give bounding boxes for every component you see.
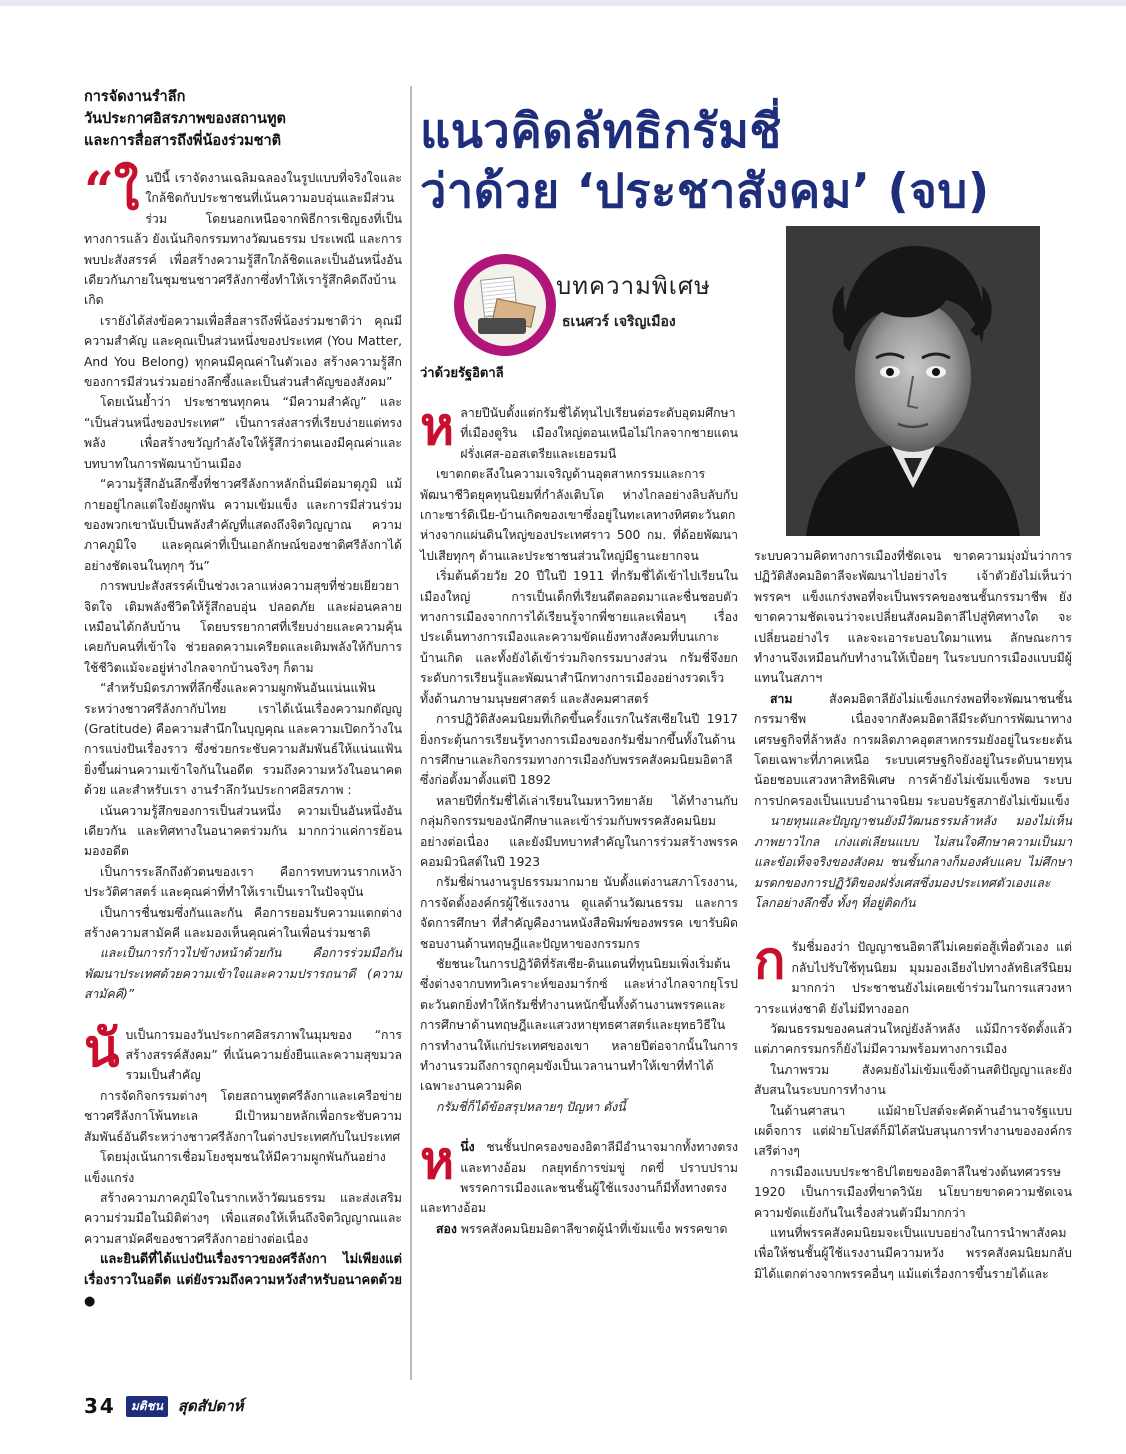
article-paragraph: ระบบความคิดทางการเมืองที่ชัดเจน ขาดความมุ่งมั่นว่าการปฏิวัติสังคมอิตาลีจะพัฒนาไปอย่างไร เจ้าตัวยังไม่เห็นว่าพรรคฯ แข็งแกร่งพอที่จะเป็นพรรคของชนชั้นกรรมาชีพ ยังขาดความชัดเจนว่าจะเปลี่ยนสังคมอิตาลีไปสู่ทิศทางใด จะเปลี่ยนอย่างไร และจะเอาระบอบใดมาแทน ลักษณะการทำงานจึงเหมือนกับทำงานให้เปื่อยๆ ในระบบการเมืองแบบมีผู้แทนในสภาฯ [754,549,1072,686]
title-line: แนวคิดลัทธิกรัมชี่ [420,104,782,159]
dropcap [84,161,140,222]
article-paragraph [420,396,738,464]
article-paragraph-text: สังคมอิตาลียังไม่แข็งแกร่งพอที่จะพัฒนาชนชั้นกรรมาชีพ เนื่องจากสังคมอิตาลีมีระดับการพัฒนาทางเศรษฐกิจที่ล้าหลัง การผลิตภาคอุตสาหกรรมยังอยู่ในระยะต้นโดยเฉพาะที่ภาคเหนือ ระบบเศรษฐกิจยังอยู่ในระดับนายทุนน้อยชอบแสวงหาสิทธิพิเศษ การค้ายังไม่เข้มแข็งพอ ระบบการปกครองเป็นแบบอำนาจนิยม ระบอบรัฐสภายังไม่เข้มแข็ง [754,691,1072,808]
article-title [420,102,1080,222]
article-column-1 [420,362,738,1239]
article-paragraph: วัฒนธรรมของคนส่วนใหญ่ยังล้าหลัง แม้มีการจัดตั้งแล้ว แต่ภาคกรรมกรก็ยังไม่มีความพร้อมทางการเมือง [754,1021,1072,1057]
dropcap: ห [420,1130,455,1192]
side-paragraph: “ความรู้สึกอันลึกซึ้งที่ชาวศรีลังกาหลักถิ่นมีต่อมาตุภูมิ แม้กายอยู่ไกลแต่ใจยังผูกพัน ความเข้มแข็ง และการมีส่วนร่วมของพวกเขานับเป็นพลังสำคัญที่แสดงถึงจิตวิญญาณ ความภาคภูมิใจ และคุณค่าที่เป็นเอกลักษณ์ของชาติศรีลังกาได้อย่างชัดเจนในทุกๆ วัน” [84,477,402,573]
side-paragraph: การจัดกิจกรรมต่างๆ โดยสถานทูตศรีลังกาและเครือข่ายชาวศรีลังกาโพ้นทะเล มีเป้าหมายหลักเพื่อกระชับความสัมพันธ์อันดีระหว่างชาวศรีลังกาในต่างประเทศกับในประเทศ [84,1088,402,1144]
side-story-header-line: วันประกาศอิสรภาพของสถานทูต [84,111,286,127]
article-paragraph-text: รัมชี่มองว่า ปัญญาชนอิตาลีไม่เคยต่อสู้เพื่อตัวเอง แต่กลับไปรับใช้ทุนนิยม มุมมองเอียงไปทางลัทธิเสรีนิยมมากกว่า ประชาชนยังไม่เคยเข้าร่วมในการแสวงหาวาระแห่งชาติ ยังไม่มีทางออก [754,940,1072,1016]
magazine-name: สุดสัปดาห์ [177,1397,244,1415]
side-story-header-line: และการสื่อสารถึงพี่น้องร่วมชาติ [84,133,282,149]
end-mark-icon: ● [84,1294,96,1310]
typewriter-icon [478,318,526,334]
page-footer [84,1394,244,1418]
article-paragraph [420,1219,738,1239]
side-paragraph [84,1249,402,1312]
article-paragraph-text: ชนชั้นปกครองของอิตาลีมีอำนาจมากทั้งทางตรงและทางอ้อม กลยุทธ์การข่มขู่ กดขี่ ปราบปรามพรรคการเมืองและชนชั้นผู้ใช้แรงงานก็มีทั้งทางตรงและทางอ้อม [420,1140,738,1216]
lead-word: นึ่ง [460,1140,475,1155]
article-paragraph: แทนที่พรรคสังคมนิยมจะเป็นแบบอย่างในการนำพาสังคม เพื่อให้ชนชั้นผู้ใช้แรงงานมีความหวัง พรรคสังคมนิยมกลับมิได้แตกต่างจากพรรคอื่นๆ แม้แต่เรื่องการขึ้นรายได้และ [754,1226,1072,1281]
portrait-photo [786,226,1040,536]
side-paragraph: สร้างความภาคภูมิใจในรากเหง้าวัฒนธรรม และส่งเสริมความร่วมมือในมิติต่างๆ เพื่อแสดงให้เห็นถึงจิตวิญญาณและความสามัคคีของชาวศรีลังกาอย่างต่อเนื่อง [84,1190,402,1246]
dropcap: ก [754,930,786,992]
typewriter-illustration-icon [464,264,546,346]
article-paragraph: กรัมชี่ก็ได้ข้อสรุปหลายๆ ปัญหา ดังนี้ [436,1099,626,1114]
quote-mark: “ [84,161,114,222]
magazine-logo: มติชน [126,1396,168,1417]
side-paragraph-text: นปีนี้ เราจัดงานเฉลิมฉลองในรูปแบบที่จริงใจและใกล้ชิดกับประชาชนที่เน้นความอบอุ่นและมีส่วนร่วม โดยนอกเหนือจากพิธีการเชิญธงที่เป็นทางการแล้ว ยังเน้นกิจกรรมทางวัฒนธรรม ประเพณี และการพบปะสังสรรค์ เพื่อสร้างความรู้สึกใกล้ชิดและเป็นอันหนึ่งอันเดียวกันภายในชุมชนชาวศรีลังกาซึ่งทำให้เรารู้สึกคิดถึงบ้านเกิด [84,171,402,308]
dropcap: ห [420,396,455,457]
side-paragraph-text: บเป็นการมองวันประกาศอิสรภาพในมุมของ “การสร้างสรรค์สังคม” ที่เน้นความยั่งยืนและความสุขมวลรวมเป็นสำคัญ [125,1027,402,1083]
side-paragraph: โดยมุ่งเน้นการเชื่อมโยงชุมชนให้มีความผูกพันกันอย่างแข็งแกร่ง [84,1150,386,1185]
column-divider [410,86,412,1380]
page-number: 34 [84,1394,116,1418]
article-paragraph: ในด้านศาสนา แม้ฝ่ายโปสต์จะคัดค้านอำนาจรัฐแบบเผด็จการ แต่ฝ่ายโปสต์ก็มิได้สนับสนุนการทำงานขององค์กรเสรีต่างๆ [754,1103,1072,1159]
portrait-photo-illustration [786,226,1040,536]
dropcap-letter: ใ [113,161,140,222]
side-paragraph: “สำหรับมิตรภาพที่ลึกซึ้งและความผูกพันอันแน่นแฟ้นระหว่างชาวศรีลังกากับไทย เราได้เน้นเรื่องความกตัญญู (Gratitude) คือความสำนึกในบุญคุณ และความเปิดกว้างในการแบ่งปันเรื่องราว ซึ่งช่วยกระชับความสัมพันธ์ให้แน่นแฟ้นยิ่งขึ้นผ่านความเข้าใจกันในอดีต รวมถึงความหวังในอนาคตด้วย และสำหรับเรา งานรำลึกวันประกาศอิสรภาพ : [84,681,402,798]
lead-word: สอง [436,1221,457,1236]
lead-word: สาม [770,691,793,706]
side-story [84,86,402,1312]
side-paragraph [84,1017,402,1086]
side-paragraph: เป็นการระลึกถึงตัวตนของเรา คือการทบทวนรากเหง้าประวัติศาสตร์ และคุณค่าที่ทำให้เราเป็นเราในปัจจุบัน [84,864,402,900]
article-paragraph: นายทุนและปัญญาชนยังมีวัฒนธรรมล้าหลัง มองไม่เห็นภาพยาวไกล เก่งแต่เลียนแบบ ไม่สนใจศึกษาความเป็นมาและข้อเท็จจริงของสังคม ชนชั้นกลางก็มองคับแคบ ไม่ศึกษามรดกของการปฏิวัติของฝรั่งเศสซึ่งมองประเทศตัวเองและโลกอย่างลึกซึ้ง ทั้งๆ ที่อยู่ติดกัน [754,814,1072,910]
article-paragraph: หลายปีที่กรัมชี่ได้เล่าเรียนในมหาวิทยาลัย ได้ทำงานกับกลุ่มกิจกรรมของนักศึกษาและเข้าร่วมกับพรรคสังคมนิยมอย่างต่อเนื่อง และยังมีบทบาทสำคัญในการร่วมสร้างพรรคคอมมิวนิสต์ในปี 1923 [420,793,738,869]
article-paragraph: ในภาพรวม สังคมยังไม่เข้มแข็งด้านสติปัญญาและยังสับสนในระบบการทำงาน [754,1062,1072,1098]
side-story-header [84,86,402,152]
article-paragraph [754,689,1072,811]
article-paragraph-text: ลายปีนับตั้งแต่กรัมชี่ได้ทุนไปเรียนต่อระดับอุดมศึกษาที่เมืองตูริน เมืองใหญ่ตอนเหนือไม่ไกลจากชายแดนฝรั่งเศส-ออสเตรียและเยอรมนี [460,406,738,461]
article-paragraph-text: พรรคสังคมนิยมอิตาลีขาดผู้นำที่เข้มแข็ง พรรคขาด [456,1221,728,1236]
side-paragraph [84,161,402,311]
article-paragraph: การปฏิวัติสังคมนิยมที่เกิดขึ้นครั้งแรกในรัสเซียในปี 1917 ยิ่งกระตุ้นการเรียนรู้ทางการเมืองของกรัมชี่มากขึ้นทั้งในด้านการศึกษาและกิจกรรมทางการเมืองกับพรรคสังคมนิยมอิตาลีซึ่งก่อตั้งมาตั้งแต่ปี 1892 [420,712,738,788]
article-paragraph [420,1130,738,1219]
article-column-2 [754,546,1072,1284]
side-paragraph-text: และยินดีที่ได้แบ่งปันเรื่องราวของศรีลังกา ไม่เพียงแต่เรื่องราวในอดีต แต่ยังรวมถึงความหวังสำหรับอนาคตด้วย [84,1252,402,1289]
article-paragraph: กรัมชี่ผ่านงานรูปธรรมมากมาย นับตั้งแต่งานสภาโรงงาน, การจัดตั้งองค์กรผู้ใช้แรงงาน ดูแลด้านวัฒนธรรม และการจัดการศึกษา ที่สำคัญคืองานหนังสือพิมพ์ของพรรค เขารับผิดชอบงานด้านทฤษฎีและปัญหาของกรรมกร [420,875,738,951]
column-badge-icon [454,254,556,356]
article-subheading: ว่าด้วยรัฐอิตาลี [420,366,504,381]
column-label: บทความพิเศษ [556,272,711,300]
author-name: ธเนศวร์ เจริญเมือง [562,314,676,330]
dropcap: นั [84,1017,120,1079]
top-border [0,0,1126,6]
article-paragraph [754,930,1072,1019]
side-paragraph: โดยเน้นย้ำว่า ประชาชนทุกคน “มีความสำคัญ” และ “เป็นส่วนหนึ่งของประเทศ” เป็นการส่งสารที่เรียบง่ายแต่ทรงพลัง เพื่อสร้างขวัญกำลังใจให้รู้สึกว่าตนเองมีคุณค่าและบทบาทในการพัฒนาบ้านเมือง [84,395,402,471]
side-paragraph: เป็นการชื่นชมซึ่งกันและกัน คือการยอมรับความแตกต่างสร้างความสามัคคี และมองเห็นคุณค่าในเพื่อนร่วมชาติ [84,905,402,941]
side-story-header-line: การจัดงานรำลึก [84,89,186,105]
article-paragraph: เริ่มต้นด้วยวัย 20 ปีในปี 1911 ที่กรัมชี่ได้เข้าไปเรียนในเมืองใหญ่ การเป็นเด็กที่เรียนดีตลอดมาและชื่นชอบตัวทางการเมืองจากการได้เรียนรู้จากพี่ชายและเพื่อนๆ เรื่องประเด็นทางการเมืองและความขัดแย้งทางสังคมที่บนเกาะบ้านเกิด และทั้งยังได้เข้าร่วมกิจกรรมบางส่วน กรัมชี่จึงยกระดับการเรียนรู้และพัฒนาสำนึกทางการเมืองอย่างรวดเร็วทั้งด้านภาษามนุษยศาสตร์ และสังคมศาสตร์ [420,569,738,706]
side-paragraph: และเป็นการก้าวไปข้างหน้าด้วยกัน คือการร่วมมือกันพัฒนาประเทศด้วยความเข้าใจและความปรารถนาดี (ความสามัคคี)” [84,946,402,1002]
title-line: ว่าด้วย ‘ประชาสังคม’ (จบ) [420,164,990,219]
article-paragraph: การเมืองแบบประชาธิปไตยของอิตาลีในช่วงต้นทศวรรษ 1920 เป็นการเมืองที่ขาดวินัย นโยบายขาดความชัดเจน ความขัดแย้งกันในเรื่องส่วนตัวมีมากกว่า [754,1164,1072,1220]
side-story-body [84,161,402,1312]
article-paragraph: เขาตกตะลึงในความเจริญด้านอุตสาหกรรมและการพัฒนาชีวิตยุคทุนนิยมที่กำลังเติบโต ห่างไกลอย่างลิบลับกับเกาะซาร์ดิเนีย-บ้านเกิดของเขาซึ่งอยู่ในทะเลทางทิศตะวันตกห่างจากแผ่นดินใหญ่ของประเทศราว 500 กม. ที่ด้อยพัฒนาไปเสียทุกๆ ด้านและประชาชนส่วนใหญ่มีฐานะยากจน [420,467,738,563]
side-paragraph: การพบปะสังสรรค์เป็นช่วงเวลาแห่งความสุขที่ช่วยเยียวยาจิตใจ เติมพลังชีวิตให้รู้สึกอบอุ่น ปลอดภัย และผ่อนคลายเหมือนได้กลับบ้าน โดยบรรยากาศที่เรียบง่ายและความคุ้นเคยกับคนที่เข้าใจ ช่วยลดความเครียดและเติมพลังให้กับการใช้ชีวิตแม้จะอยู่ห่างไกลจากบ้านจริงๆ ก็ตาม [84,579,402,675]
article-paragraph: ชัยชนะในการปฏิวัติที่รัสเซีย-ดินแดนที่ทุนนิยมเพิ่งเริ่มต้นซึ่งต่างจากบททวิเคราะห์ของมาร์กซ์ และห่างไกลจากยุโรปตะวันตกยิ่งทำให้กรัมชี่ทำงานหนักขึ้นทั้งด้านงานพรรคและการศึกษาด้านทฤษฎีและแสวงหายุทธศาสตร์และยุทธวิธีในการทำงานให้แก่ประเทศของเขา หลายปีต่อจากนั้นในการทำงานรวมถึงการถูกคุมขังเป็นเวลานานทำให้เขาที่ทำได้เฉพาะงานความคิด [420,956,738,1094]
side-paragraph: เน้นความรู้สึกของการเป็นส่วนหนึ่ง ความเป็นอันหนึ่งอันเดียวกัน และทิศทางในอนาคตร่วมกัน มากกว่าแค่การย้อนมองอดีต [84,803,402,859]
side-paragraph: เรายังได้ส่งข้อความเพื่อสื่อสารถึงพี่น้องร่วมชาติว่า คุณมีความสำคัญ และคุณเป็นส่วนหนึ่งของประเทศ (You Matter, And You Belong) ทุกคนมีคุณค่าในตัวเอง สร้างความรู้สึกของการมีส่วนร่วมอย่างลึกซึ้งและเป็นส่วนสำคัญของสังคม” [84,313,402,390]
